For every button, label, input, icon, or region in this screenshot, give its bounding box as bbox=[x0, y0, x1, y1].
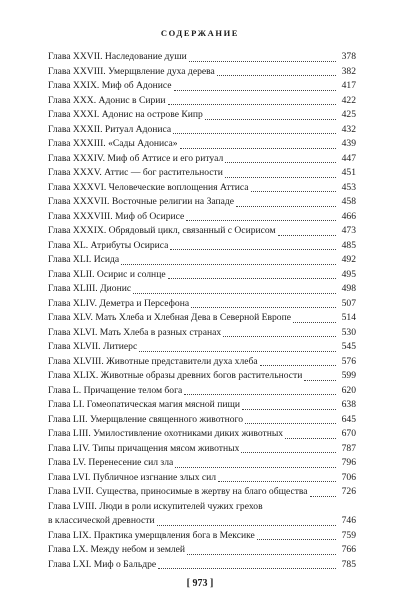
toc-entry-title: Глава XXXI. Адонис на острове Кипр bbox=[48, 109, 203, 120]
toc-entry-page: 620 bbox=[341, 384, 356, 396]
toc-entry-title: Глава LVI. Публичное изгнание злых сил bbox=[48, 471, 217, 483]
dot-leader bbox=[187, 553, 336, 555]
toc-entry bbox=[48, 79, 356, 94]
toc-entry-title: Глава XXXVII. Восточные религии на Западе bbox=[48, 196, 235, 207]
dot-leader bbox=[180, 147, 336, 149]
toc-entry-page: 498 bbox=[341, 283, 356, 294]
toc-entry-title: Глава LV. Перенесение сил зла bbox=[48, 457, 174, 468]
toc-entry-page: 576 bbox=[341, 355, 356, 367]
toc-entry bbox=[48, 340, 356, 355]
toc-entry-page: 473 bbox=[341, 225, 356, 236]
toc-entry-page: 766 bbox=[341, 544, 356, 555]
toc-entry bbox=[48, 398, 356, 413]
toc-entry-title: Глава LIX. Практика умерщвления бога в Мексике bbox=[48, 529, 255, 541]
dot-leader bbox=[257, 538, 336, 540]
toc-entry-page: 507 bbox=[341, 297, 356, 309]
toc-entry-page: 759 bbox=[341, 529, 356, 541]
page-header: СОДЕРЖАНИЕ bbox=[160, 28, 240, 38]
toc-entry-title: Глава XLVI. Мать Хлеба в разных странах bbox=[48, 326, 222, 338]
toc-entry bbox=[48, 297, 356, 312]
toc-entry-title: Глава XXX. Адонис в Сирии bbox=[48, 94, 166, 106]
toc-entry-page: 439 bbox=[341, 138, 356, 149]
toc-entry-title: Глава XXXIV. Миф об Аттисе и его ритуал bbox=[48, 152, 224, 164]
dot-leader bbox=[242, 408, 336, 410]
toc-entry-page: 545 bbox=[341, 341, 356, 352]
dot-leader bbox=[175, 466, 336, 468]
toc-entry-title: Глава XLI. Исида bbox=[48, 254, 120, 265]
dot-leader bbox=[310, 495, 336, 497]
toc-entry-title: Глава XXXIII. «Сады Адониса» bbox=[48, 138, 178, 149]
toc-entry-page: 514 bbox=[341, 312, 356, 323]
dot-leader bbox=[245, 422, 336, 424]
dot-leader bbox=[168, 103, 336, 105]
toc-entry bbox=[48, 108, 356, 123]
dot-leader bbox=[293, 321, 336, 323]
toc-entry bbox=[48, 137, 356, 152]
toc-entry-page: 785 bbox=[341, 558, 356, 570]
toc-entry bbox=[48, 369, 356, 384]
toc-entry-title: Глава XXXVIII. Миф об Осирисе bbox=[48, 210, 185, 222]
dot-leader bbox=[168, 277, 336, 279]
toc-entry-title: Глава XLVII. Литиерс bbox=[48, 341, 138, 352]
toc-entry-title: Глава LXI. Миф о Бальдре bbox=[48, 558, 157, 570]
toc-entry-page: 417 bbox=[341, 80, 356, 91]
toc-entry-page: 746 bbox=[341, 515, 356, 526]
dot-leader bbox=[158, 567, 336, 569]
toc-entry-title: Глава LIV. Типы причащения мясом животных bbox=[48, 442, 240, 454]
dot-leader bbox=[191, 306, 336, 308]
toc-entry-title: Глава LX. Между небом и землей bbox=[48, 544, 186, 555]
dot-leader bbox=[173, 132, 336, 134]
toc-entry bbox=[48, 239, 356, 254]
toc-entry bbox=[48, 311, 356, 326]
dot-leader bbox=[236, 205, 336, 207]
toc-entry bbox=[48, 253, 356, 268]
toc-entry-page: 599 bbox=[341, 370, 356, 381]
toc-entry bbox=[48, 94, 356, 109]
toc-entry-page: 382 bbox=[341, 65, 356, 77]
dot-leader bbox=[186, 219, 336, 221]
toc-entry-page: 492 bbox=[341, 254, 356, 265]
toc-entry bbox=[48, 152, 356, 167]
dot-leader bbox=[139, 350, 336, 352]
toc-entry bbox=[48, 471, 356, 486]
dot-leader bbox=[285, 437, 336, 439]
toc-entry-page: 787 bbox=[341, 442, 356, 454]
toc-entry-page: 425 bbox=[341, 109, 356, 120]
toc-entry-page: 458 bbox=[341, 196, 356, 207]
toc-entry-title: Глава XLIX. Животные образы древних богов растительности bbox=[48, 370, 303, 381]
toc-entry-title: Глава LVIII. Люди в роли искупителей чужих грехов bbox=[48, 500, 263, 512]
toc-entry-title: Глава XXXVI. Человеческие воплощения Аттиса bbox=[48, 181, 249, 193]
toc-entry-page: 638 bbox=[341, 399, 356, 410]
dot-leader bbox=[174, 89, 336, 91]
toc-entry-page: 378 bbox=[341, 51, 356, 62]
toc-entry bbox=[48, 442, 356, 457]
toc-entry-title-continued: в классической древности bbox=[48, 515, 155, 526]
toc-entry-title: Глава XXXV. Аттис — бог растительности bbox=[48, 167, 223, 178]
toc-entry-title: Глава XLIV. Деметра и Персефона bbox=[48, 297, 190, 309]
toc-entry bbox=[48, 529, 356, 544]
toc-entry bbox=[48, 384, 356, 399]
toc-entry-title: Глава LIII. Умилостивление охотниками диких животных bbox=[48, 428, 284, 439]
toc-entry bbox=[48, 500, 356, 529]
toc-entry bbox=[48, 65, 356, 80]
toc-entry bbox=[48, 326, 356, 341]
toc-entry-page: 422 bbox=[341, 94, 356, 106]
toc-entry bbox=[48, 413, 356, 428]
toc-entry bbox=[48, 224, 356, 239]
toc-entry-title: Глава XXXIX. Обрядовый цикл, связанный с Осирисом bbox=[48, 225, 276, 236]
toc-entry-title: Глава LVII. Существа, приносимые в жертву на благо общества bbox=[48, 486, 308, 497]
dot-leader bbox=[121, 263, 336, 265]
toc-entry bbox=[48, 427, 356, 442]
toc-entry-title: Глава XL. Атрибуты Осириса bbox=[48, 239, 169, 251]
toc-entry-page: 451 bbox=[341, 167, 356, 178]
toc-entry-title: Глава XXVII. Наследование души bbox=[48, 51, 187, 62]
dot-leader bbox=[189, 60, 336, 62]
dot-leader bbox=[217, 74, 336, 76]
toc-entry-title: Глава XLVIII. Животные представители духа хлеба bbox=[48, 355, 258, 367]
toc-entry-page: 447 bbox=[341, 152, 356, 164]
toc-entry-title: Глава XLIII. Дионис bbox=[48, 283, 132, 294]
toc-entry-page: 485 bbox=[341, 239, 356, 251]
toc-entry bbox=[48, 166, 356, 181]
dot-leader bbox=[304, 379, 336, 381]
toc-entry-page: 530 bbox=[341, 326, 356, 338]
dot-leader bbox=[225, 161, 336, 163]
toc-entry bbox=[48, 282, 356, 297]
toc-entry-page: 495 bbox=[341, 268, 356, 280]
toc-entry-title: Глава XXVIII. Умерщвление духа дерева bbox=[48, 65, 215, 77]
dot-leader bbox=[205, 118, 336, 120]
toc-entry-title: Глава XLV. Мать Хлеба и Хлебная Дева в Северной Европе bbox=[48, 312, 291, 323]
toc-entry-page: 466 bbox=[341, 210, 356, 222]
toc-entry-page: 726 bbox=[341, 486, 356, 497]
dot-leader bbox=[260, 364, 336, 366]
toc-entry bbox=[48, 123, 356, 138]
toc-entry bbox=[48, 268, 356, 283]
dot-leader bbox=[251, 190, 336, 192]
toc-entry bbox=[48, 195, 356, 210]
toc-entry-title: Глава XXXII. Ритуал Адониса bbox=[48, 123, 172, 135]
dot-leader bbox=[278, 234, 336, 236]
toc-entry-page: 432 bbox=[341, 123, 356, 135]
toc-entry-page: 645 bbox=[341, 413, 356, 425]
table-of-contents bbox=[48, 50, 356, 572]
toc-entry bbox=[48, 543, 356, 558]
toc-entry bbox=[48, 50, 356, 65]
dot-leader bbox=[218, 480, 336, 482]
toc-entry bbox=[48, 181, 356, 196]
toc-entry-title: Глава LI. Гомеопатическая магия мясной пищи bbox=[48, 399, 241, 410]
dot-leader bbox=[223, 335, 336, 337]
dot-leader bbox=[184, 393, 336, 395]
toc-entry bbox=[48, 558, 356, 573]
toc-entry-title: Глава XLII. Осирис и солнце bbox=[48, 268, 166, 280]
dot-leader bbox=[133, 292, 336, 294]
toc-entry bbox=[48, 485, 356, 500]
toc-entry-title: Глава XXIX. Миф об Адонисе bbox=[48, 80, 172, 91]
dot-leader bbox=[225, 176, 336, 178]
dot-leader bbox=[241, 451, 336, 453]
toc-entry-title: Глава LII. Умерщвление священного животного bbox=[48, 413, 244, 425]
toc-entry-title: Глава L. Причащение телом бога bbox=[48, 384, 183, 396]
dot-leader bbox=[157, 524, 336, 526]
page-number: [ 973 ] bbox=[186, 578, 214, 589]
toc-entry-page: 670 bbox=[341, 428, 356, 439]
dot-leader bbox=[170, 248, 336, 250]
toc-entry-page: 796 bbox=[341, 457, 356, 468]
toc-entry bbox=[48, 355, 356, 370]
toc-entry bbox=[48, 456, 356, 471]
toc-entry-page: 706 bbox=[341, 471, 356, 483]
toc-entry bbox=[48, 210, 356, 225]
toc-entry-page: 453 bbox=[341, 181, 356, 193]
